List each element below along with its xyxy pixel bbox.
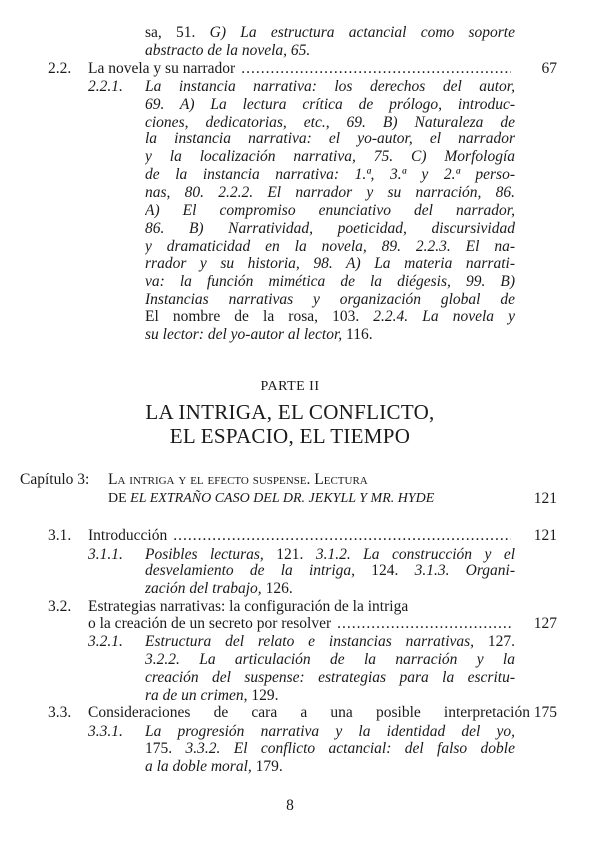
text-segment: Introducción [88,527,168,544]
toc-entry-line [0,219,600,238]
entry-text [145,165,515,184]
text-segment: 127. [474,633,515,650]
toc-entry-line [0,41,600,60]
entry-text [145,254,515,273]
text-segment: y dramaticidad en la novela, 89. 2.2.3. El na- [145,238,515,255]
toc-entry-line [0,165,600,184]
toc-entry-line [0,561,600,580]
toc-entry [0,703,600,722]
entry-text [145,650,515,669]
page-ref: 121 [533,527,557,544]
text-segment: la instancia narrativa: el yo-autor, el narrador [145,130,515,147]
section-number: 3.3. [48,704,72,721]
page-ref: 67 [541,60,557,77]
text-segment: o la creación de un secreto por resolver [88,615,332,632]
part-title-line-1: LA INTRIGA, EL CONFLICTO, [145,400,435,424]
toc-entry-line [0,254,600,273]
toc-entry-line [0,325,600,344]
toc-entry-line [0,95,600,114]
toc-entry-line [0,650,600,669]
text-segment: La progresión narrativa y la identidad del yo, [145,723,515,740]
text-segment: 124. [355,562,415,579]
text-segment: va: la función mimética de la diégesis, 99. B) [145,273,515,290]
entry-text [145,632,515,651]
page-number: 8 [286,797,294,814]
chapter-title-line-1: La intriga y el efecto suspense. Lectura [108,471,368,488]
entry-text [145,23,515,42]
toc-entry-line [0,129,600,148]
entry-text [145,95,515,114]
dot-leader [337,614,511,633]
section-number: 3.2. [48,598,72,615]
text-segment: zación del trabajo, [145,580,262,597]
text-segment: 175. [145,740,186,757]
toc-entry-line [0,147,600,166]
entry-text [145,183,515,202]
text-segment: Estructura del relato e instancias narrativas, [145,633,475,650]
text-segment: nas, 80. 2.2.2. El narrador y su narración, 86. [145,184,515,201]
text-segment: 3.2.2. La articulación de la narración y la [145,651,515,668]
text-segment: G) La estructura actancial como soporte [209,24,515,41]
text-segment: y la localización narrativa, 75. C) Morfología [145,148,515,165]
section-number: 3.2.1. [88,633,123,650]
text-segment: Estrategias narrativas: la configuración de la intriga [88,598,409,615]
text-segment: 3.1.3. Organi- [414,562,515,579]
section-number: 3.1.1. [88,546,123,563]
section-number: 3.3.1. [88,723,123,740]
toc-entry-line [0,614,600,633]
toc-entry [0,632,600,651]
text-segment: Consideraciones de cara a una posible interpretación [88,704,530,721]
entry-text [88,526,515,545]
text-segment: 116. [342,326,373,343]
entry-text [145,579,515,598]
section-number: 3.1. [48,527,72,544]
toc-entry-line [0,201,600,220]
text-segment: 126. [261,580,293,597]
text-segment: Instancias narrativas y organización global de [145,291,515,308]
toc-entry [0,59,600,78]
text-segment: a la doble moral, [145,758,252,775]
text-segment: 179. [251,758,283,775]
toc-entry-line [0,739,600,758]
chapter-title-prefix: DE [108,491,131,506]
text-segment: 3.3.2. El conflicto actancial: del falso doble [185,740,515,757]
entry-text [145,201,515,220]
toc-entry-line [0,272,600,291]
text-segment: creación del suspense: estrategias para la escritu- [145,669,515,686]
toc-entry-line [0,183,600,202]
toc-entry-line [0,23,600,42]
toc-entry [0,77,600,96]
entry-text [88,614,515,633]
toc-entry-line [0,579,600,598]
page-ref: 175 [533,704,557,721]
text-segment: A) El compromiso enunciativo del narrador, [145,202,515,219]
text-segment: 3.1.2. La construcción y el [315,546,515,563]
text-segment: desvelamiento de la intriga, [145,562,356,579]
entry-text [145,668,515,687]
text-segment: Posibles lecturas, [145,546,264,563]
entry-text [145,219,515,238]
entry-text [145,147,515,166]
toc-entry-line [0,307,600,326]
text-segment: 2.2.4. La novela y [373,308,515,325]
part-label: PARTE II [260,379,320,394]
entry-text [145,307,515,326]
text-segment: ra de un crimen [145,687,244,704]
chapter-heading [20,470,560,489]
text-segment: ciones, dedicatorias, etc., 69. B) Naturaleza de [145,114,515,131]
entry-text [145,41,515,60]
entry-text [145,757,515,776]
text-segment: La novela y su narrador [88,60,236,77]
section-number: 2.2. [48,60,72,77]
toc-entry-line [0,757,600,776]
text-segment: abstracto de la novela, 65. [145,42,311,59]
text-segment: 86. B) Narratividad, poeticidad, discursividad [145,220,515,237]
text-segment: El nombre de la rosa, 103. [145,308,374,325]
chapter-page: 121 [533,490,557,507]
chapter-title-book: EL EXTRAÑO CASO DEL DR. JEKYLL Y MR. HYDE [130,491,435,506]
entry-text [88,703,530,722]
entry-text [145,561,515,580]
section-number: 2.2.1. [88,78,123,95]
text-segment: de la instancia narrativa: 1.ª, 3.ª y 2.ª perso- [145,166,515,183]
text-segment: rrador y su historia, 98. A) La materia narrati- [145,255,515,272]
text-segment: su lector: del yo-autor al lector, [145,326,343,343]
entry-text [145,129,515,148]
text-segment: , 129. [243,687,279,704]
entry-text [145,272,515,291]
text-segment: sa, 51. [145,24,210,41]
dot-leader [173,526,511,545]
text-segment: La instancia narrativa: los derechos del autor, [145,78,515,95]
dot-leader [241,59,511,78]
toc-entry [0,526,600,545]
toc-entry-line [0,668,600,687]
entry-text [145,325,515,344]
text-segment: 121. [263,546,316,563]
entry-text [88,59,515,78]
text-segment: 69. A) La lectura crítica de prólogo, introduc- [145,96,515,113]
entry-text [145,739,515,758]
part-title-line-2: EL ESPACIO, EL TIEMPO [169,424,411,448]
chapter-label: Capítulo 3: [20,471,90,488]
page-ref: 127 [533,615,557,632]
entry-text [145,77,515,96]
chapter-heading-line-2 [0,489,600,508]
